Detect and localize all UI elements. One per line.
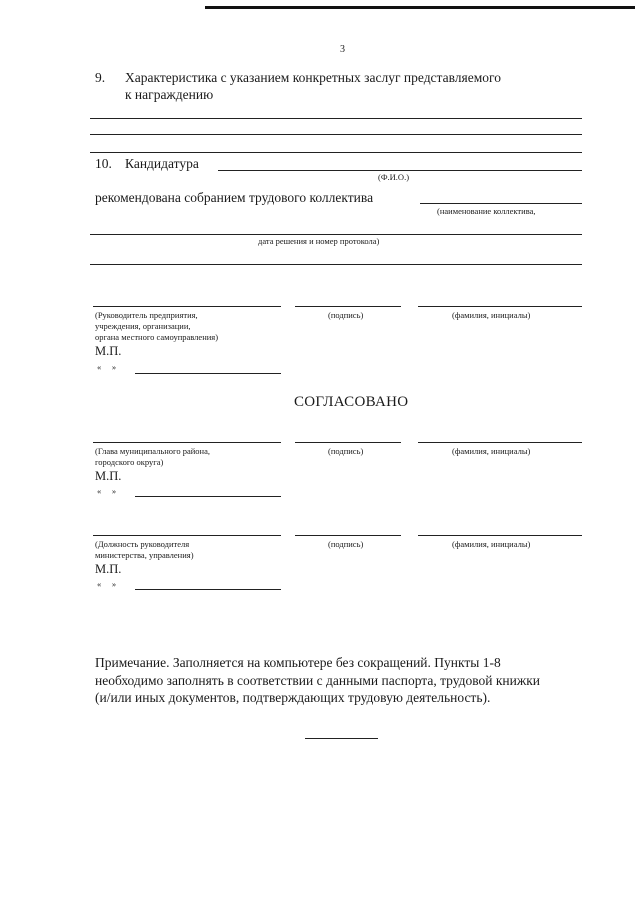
sig1-signature-caption: (подпись) xyxy=(328,310,364,320)
collective-fill-line[interactable] xyxy=(420,203,582,204)
sig2-date-line[interactable] xyxy=(135,496,281,497)
sig3-position-line[interactable] xyxy=(93,535,281,536)
sig3-date-line[interactable] xyxy=(135,589,281,590)
sig2-position-caption-1: (Глава муниципального района, xyxy=(95,446,210,456)
item9-number: 9. xyxy=(95,70,106,85)
item10-number: 10. xyxy=(95,156,112,171)
candidate-label: Кандидатура xyxy=(125,156,199,171)
note-line-3: (и/или иных документов, подтверждающих трудовую деятельность). xyxy=(95,690,491,705)
sig2-signature-line[interactable] xyxy=(295,442,401,443)
sig1-position-caption-3: органа местного самоуправления) xyxy=(95,332,219,342)
sig1-position-line[interactable] xyxy=(93,306,281,307)
sig1-date-quotes: « » xyxy=(97,362,117,372)
sig3-position-caption-1: (Должность руководителя xyxy=(95,539,190,549)
date-protocol-fill-line[interactable] xyxy=(90,234,582,235)
sig1-signature-line[interactable] xyxy=(295,306,401,307)
date-protocol-caption: дата решения и номер протокола) xyxy=(258,236,380,246)
item9-fill-line-3[interactable] xyxy=(90,152,582,153)
sig2-date-quotes: « » xyxy=(97,486,117,496)
item9-fill-line-2[interactable] xyxy=(90,134,582,135)
sig3-name-caption: (фамилия, инициалы) xyxy=(452,539,531,549)
extra-fill-line[interactable] xyxy=(90,264,582,265)
sig2-name-caption: (фамилия, инициалы) xyxy=(452,446,531,456)
sig3-name-line[interactable] xyxy=(418,535,582,536)
fio-fill-line[interactable] xyxy=(218,170,582,171)
item9-fill-line-1[interactable] xyxy=(90,118,582,119)
sig2-position-line[interactable] xyxy=(93,442,281,443)
sig1-position-caption-2: учреждения, организации, xyxy=(95,321,191,331)
collective-caption: (наименование коллектива, xyxy=(437,206,536,216)
sig1-name-line[interactable] xyxy=(418,306,582,307)
sig3-signature-caption: (подпись) xyxy=(328,539,364,549)
sig3-date-quotes: « » xyxy=(97,579,117,589)
end-rule xyxy=(305,738,378,739)
item9-title-line2: к награждению xyxy=(125,87,214,102)
sig1-name-caption: (фамилия, инициалы) xyxy=(452,310,531,320)
sig2-name-line[interactable] xyxy=(418,442,582,443)
sig1-stamp-label: М.П. xyxy=(95,344,122,358)
sig3-signature-line[interactable] xyxy=(295,535,401,536)
sig1-position-caption-1: (Руководитель предприятия, xyxy=(95,310,198,320)
page-number: 3 xyxy=(340,44,345,55)
sig2-position-caption-2: городского округа) xyxy=(95,457,164,467)
sig1-date-line[interactable] xyxy=(135,373,281,374)
item9-title-line1: Характеристика с указанием конкретных заслуг представляемого xyxy=(125,70,501,85)
top-rule xyxy=(205,6,635,9)
sig2-stamp-label: М.П. xyxy=(95,469,122,483)
note-line-1: Примечание. Заполняется на компьютере без сокращений. Пункты 1-8 xyxy=(95,655,501,670)
note-line-2: необходимо заполнять в соответствии с данными паспорта, трудовой книжки xyxy=(95,673,540,688)
agreed-heading: СОГЛАСОВАНО xyxy=(294,394,409,410)
sig2-signature-caption: (подпись) xyxy=(328,446,364,456)
sig3-position-caption-2: министерства, управления) xyxy=(95,550,194,560)
sig3-stamp-label: М.П. xyxy=(95,562,122,576)
fio-caption: (Ф.И.О.) xyxy=(378,172,410,182)
recommended-label: рекомендована собранием трудового коллектива xyxy=(95,190,374,205)
